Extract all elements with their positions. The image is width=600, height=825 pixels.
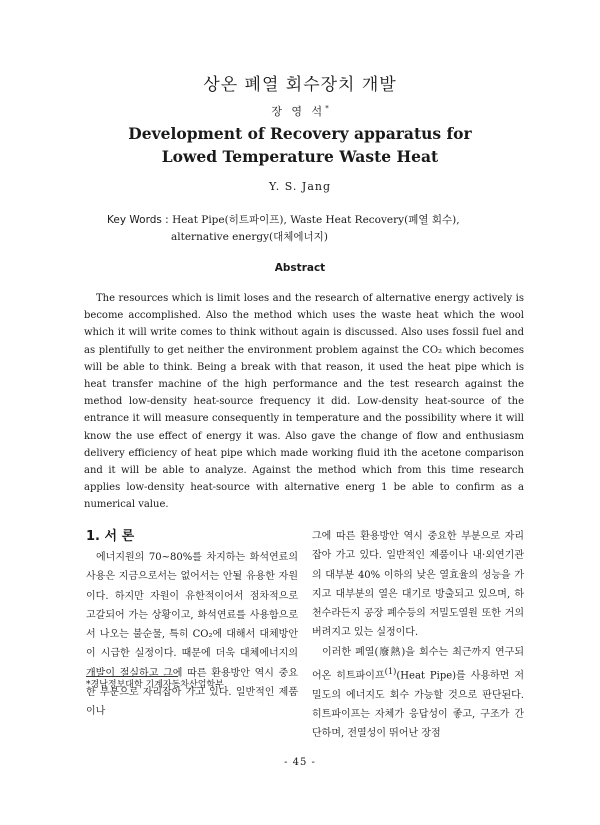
paragraph-2-part-b: (Heat Pipe)를 사용하면 저밀도의 에너지도 회수 가능할 것으로 판단된다. 히트파이프는 자체가 응답성이 좋고, 구조가 간단하며, 전열성이 뛰어난 장점 xyxy=(312,670,524,740)
english-author: Y. S. Jang xyxy=(268,180,332,193)
citation-ref: (1) xyxy=(384,666,397,677)
keywords-label: Key Words : xyxy=(107,214,169,226)
footnote-affiliation: 경남정보대학 기계자동차산업학부 xyxy=(90,680,224,690)
footnote xyxy=(86,679,298,692)
section-heading-introduction: 1. 서 론 xyxy=(86,529,135,544)
body-paragraph-right-1: 그에 따른 환용방안 역시 중요한 부분으로 자리잡아 가고 있다. 일반적인 제품이나 내·외연기관의 대부분 40% 이하의 낮은 열효율의 성능을 가지고 대부분의 열은 대기로 방출되고 있으며, 하천수라든지 공장 폐수등의 저밀도열원 또한 거의 버려지고 있는 실정이다. xyxy=(312,531,524,639)
keywords-block xyxy=(107,212,507,246)
korean-author-name: 장 영 석 xyxy=(271,105,326,118)
author-affiliation-mark: * xyxy=(325,104,329,113)
abstract-text: The resources which is limit loses and the research of alternative energy actively is become accomplished. Also the method which uses the waste heat which the wool which it will write comes to think without again is discussed. Also uses fossil fuel and as plentifully to get neither the environment problem against the CO₂ which becomes will be able to think. Being a break with that reason, it used the heat pipe which is heat transfer machine of the high performance and the test research against the method low-density heat-source frequency it did. Low-density heat-source of the entrance it will measure consequently in temperature and the possibility where it will know the use effect of energy it was. Also gave the change of flow and enthusiasm delivery efficiency of heat pipe which made working fluid ith the acetone comparison and it will be able to analyze. Against the method which from this time research applies low-density heat-source with alternative energ 1 be able to confirm as a numerical value. xyxy=(84,293,524,511)
english-title xyxy=(0,122,600,168)
english-title-line-1: Development of Recovery apparatus for xyxy=(128,124,472,143)
english-title-line-2: Lowed Temperature Waste Heat xyxy=(161,147,439,166)
body-paragraph-right-2 xyxy=(312,643,524,744)
body-paragraph-left: 에너지원의 70~80%를 차지하는 화석연료의 사용은 지금으로서는 없어서는 안될 유용한 자원이다. 하지만 자원이 유한적이어서 점차적으로 고갈되어 가는 상황이고, 화석연료를 사용함으로서 나오는 불순물, 특히 CO₂에 대해서 대체방안이 시급한 실정이다. 때문에 더욱 대체에너지의 개발이 절실하고 그에 따른 환용방안 역시 중요한 부분으로 자리잡아 가고 있다. 일반적인 제품이나 xyxy=(86,552,298,718)
keywords-line-1 xyxy=(107,212,507,229)
korean-title: 상온 폐열 회수장치 개발 xyxy=(203,75,397,95)
body-column-right xyxy=(312,527,524,744)
keywords-list-2: alternative energy(대체에너지) xyxy=(171,231,328,243)
keywords-list-1: Heat Pipe(히트파이프), Waste Heat Recovery(폐열 회수), xyxy=(172,214,460,226)
paragraph-2-part-a: 이러한 폐열(廢熱)을 회수는 최근까지 연구되어온 히트파이프 xyxy=(312,646,524,682)
abstract-heading: Abstract xyxy=(274,262,326,274)
footnote-divider xyxy=(86,676,178,677)
footnote-mark: * xyxy=(86,680,91,690)
korean-author xyxy=(0,103,600,119)
body-column-left xyxy=(86,527,298,722)
page-number: - 45 - xyxy=(284,757,316,768)
